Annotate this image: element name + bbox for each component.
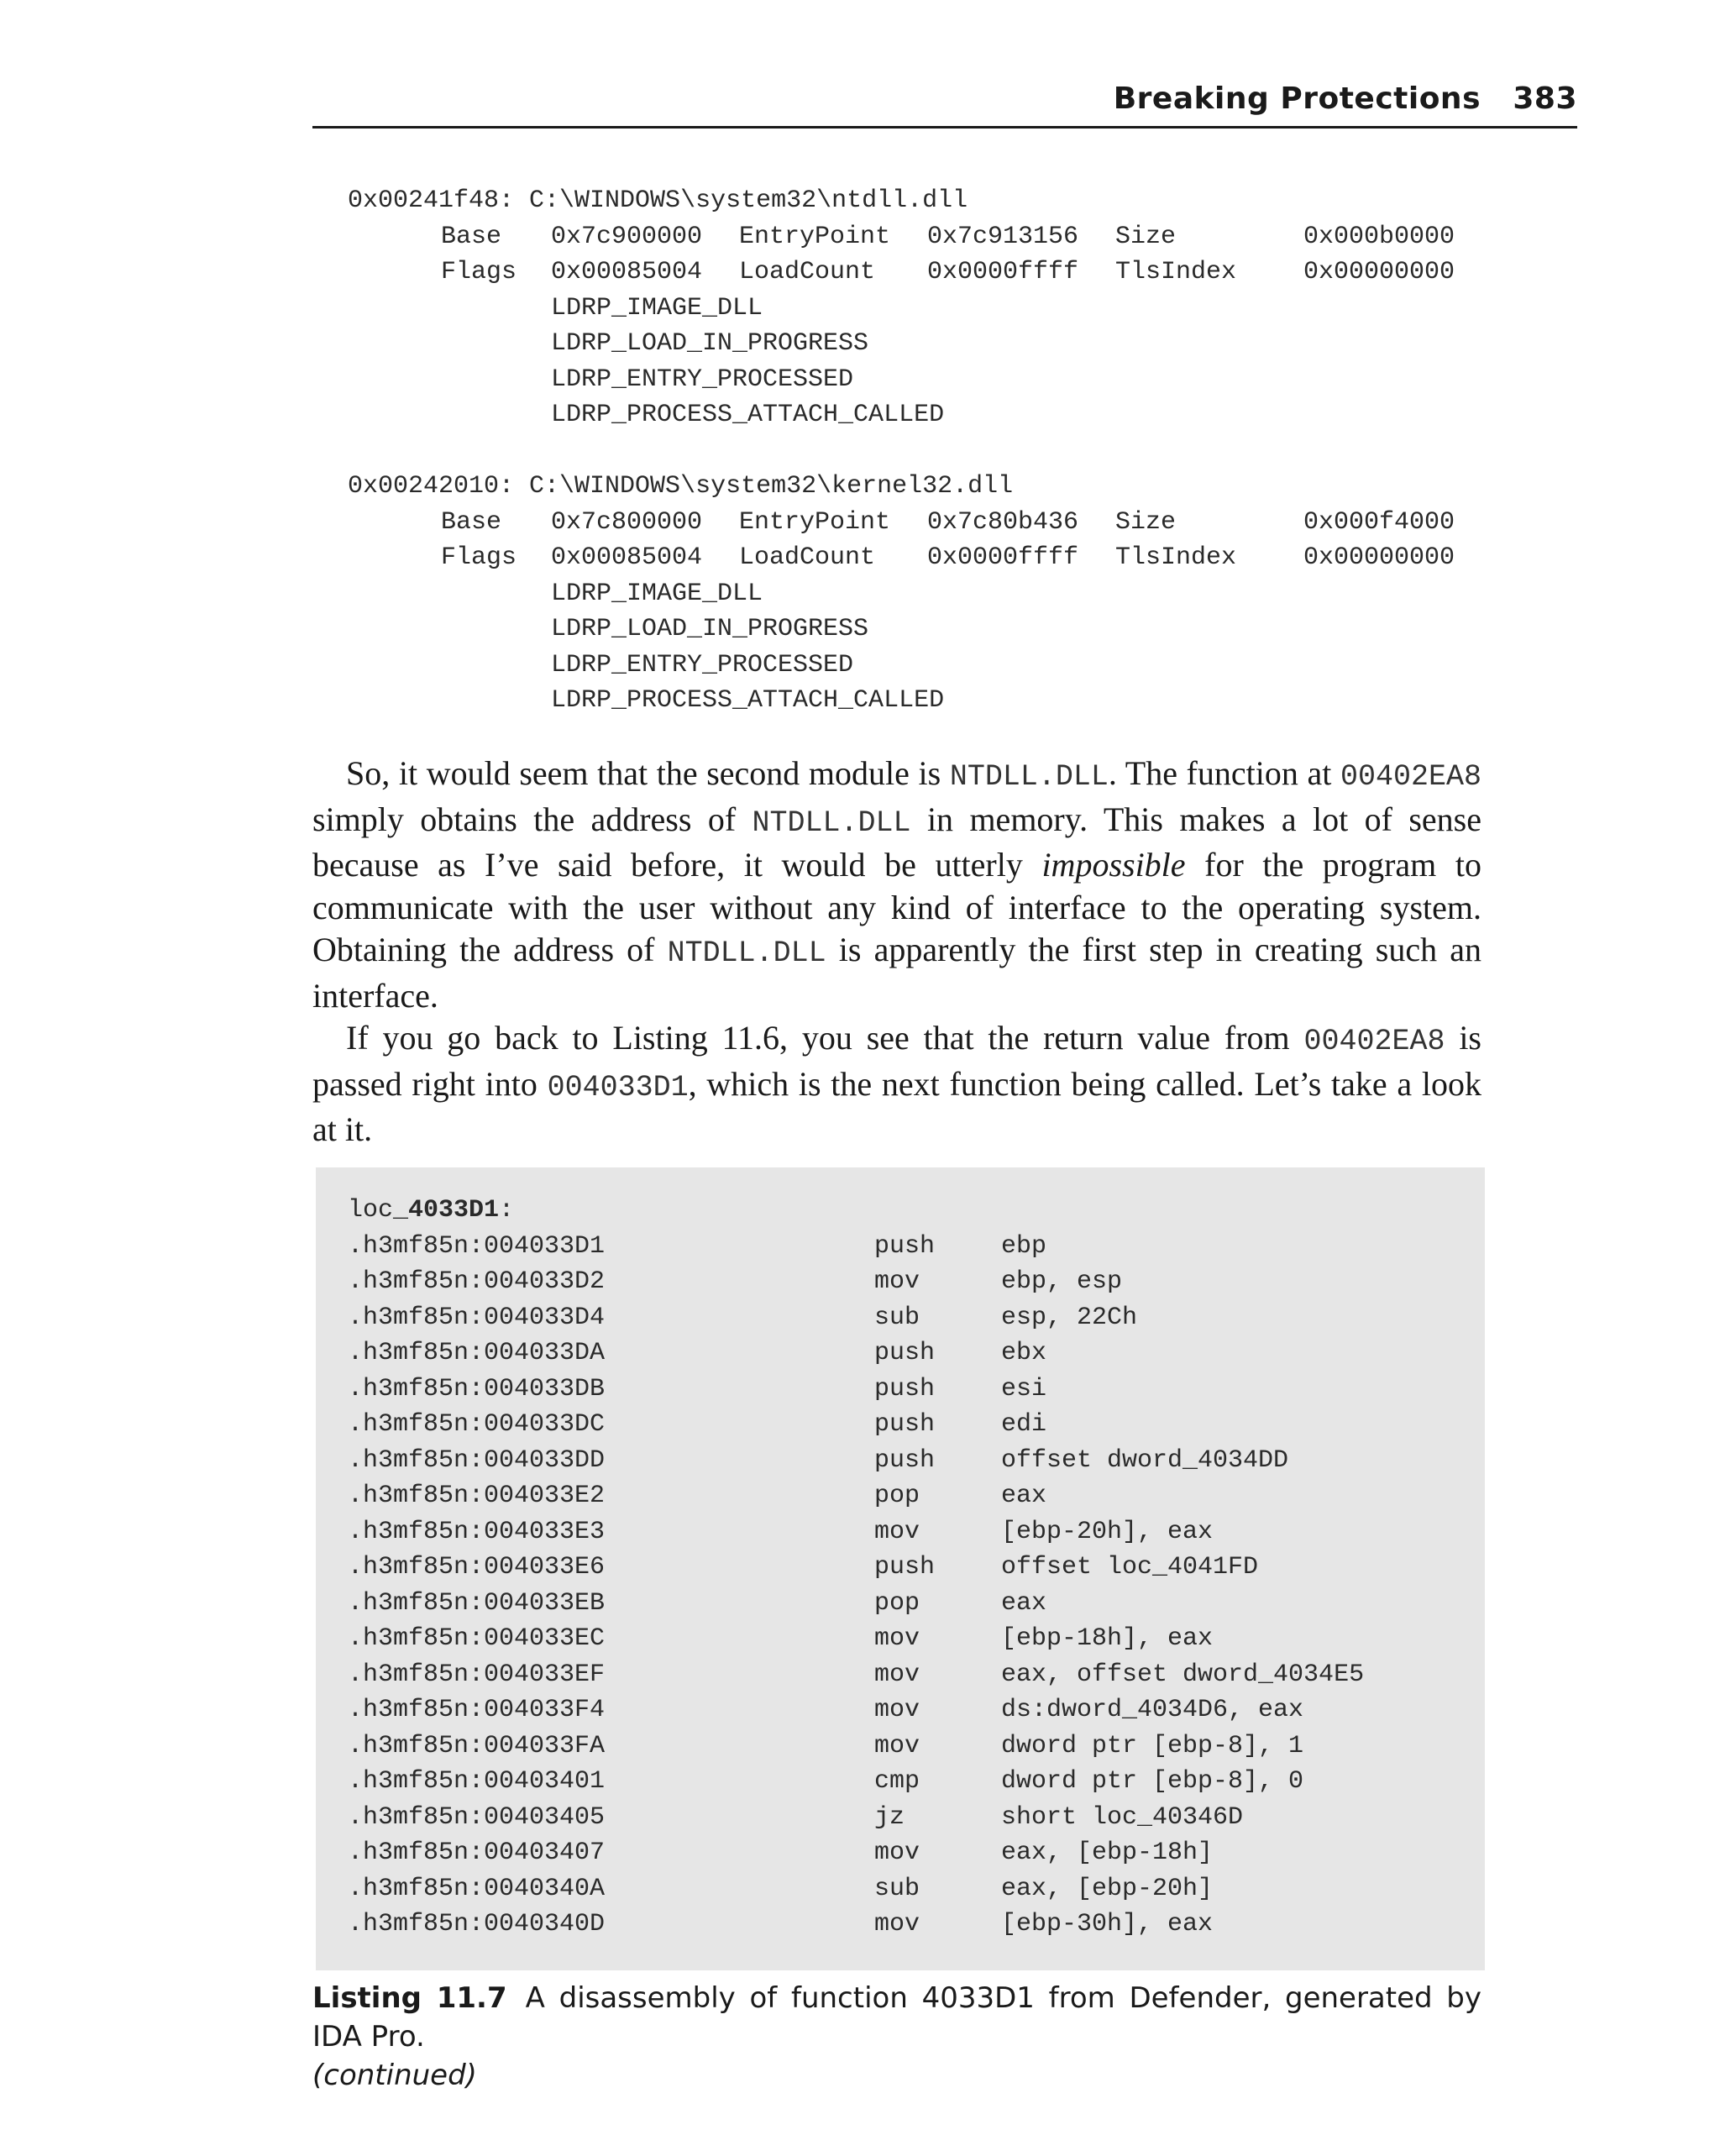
instruction-address: .h3mf85n:004033E6: [348, 1553, 606, 1582]
flags-value: 0x00085004: [551, 258, 703, 286]
instruction-mnemonic: mov: [874, 1267, 920, 1296]
instruction-operands: offset loc_4041FD: [1001, 1553, 1259, 1582]
instruction-mnemonic: mov: [874, 1696, 920, 1724]
listing-row: [348, 1657, 1456, 1693]
instruction-mnemonic: mov: [874, 1624, 920, 1653]
base-label: Base: [441, 222, 502, 251]
listing-row: [348, 1800, 1456, 1836]
inline-code: 00402EA8: [1303, 1025, 1445, 1058]
listing-row: [348, 1443, 1456, 1479]
instruction-address: .h3mf85n:004033E3: [348, 1517, 606, 1546]
entry-label: EntryPoint: [739, 507, 891, 537]
base-value: 0x7c900000: [551, 222, 703, 251]
instruction-operands: eax: [1001, 1482, 1047, 1510]
instruction-mnemonic: push: [874, 1339, 936, 1367]
instruction-operands: short loc_40346D: [1001, 1802, 1244, 1832]
listing-lines: [348, 1193, 1456, 1943]
listing-row: [348, 1264, 1456, 1300]
module-address-line: 0x00242010: C:\WINDOWS\system32\kernel32.dll: [348, 472, 1014, 501]
instruction-address: .h3mf85n:004033DB: [348, 1374, 606, 1403]
instruction-mnemonic: pop: [874, 1482, 920, 1510]
instruction-operands: eax, [ebp-18h]: [1001, 1839, 1214, 1867]
listing-row: [348, 1372, 1456, 1408]
listing-row: [348, 1335, 1456, 1372]
instruction-mnemonic: pop: [874, 1588, 920, 1618]
chapter-title: Breaking Protections: [1113, 81, 1481, 116]
body-text: [312, 753, 1481, 1151]
instruction-address: .h3mf85n:004033F4: [348, 1696, 606, 1724]
listing-row: [348, 1586, 1456, 1622]
listing-row: [348, 1621, 1456, 1657]
instruction-operands: dword ptr [ebp-8], 0: [1001, 1767, 1304, 1796]
instruction-address: .h3mf85n:004033EC: [348, 1624, 606, 1653]
instruction-address: .h3mf85n:004033EF: [348, 1660, 606, 1689]
listing-row: [348, 1514, 1456, 1550]
instruction-mnemonic: jz: [874, 1802, 905, 1832]
instruction-operands: eax, offset dword_4034E5: [1001, 1660, 1365, 1689]
instruction-operands: [ebp-20h], eax: [1001, 1517, 1214, 1546]
instruction-address: .h3mf85n:004033DD: [348, 1445, 606, 1475]
instruction-mnemonic: push: [874, 1410, 936, 1439]
instruction-mnemonic: push: [874, 1374, 936, 1403]
listing-row: [348, 1550, 1456, 1586]
loadcount-value: 0x0000ffff: [927, 543, 1079, 572]
instruction-operands: [ebp-18h], eax: [1001, 1624, 1214, 1653]
inline-code: 004033D1: [547, 1070, 689, 1104]
flag-name: LDRP_ENTRY_PROCESSED: [551, 650, 854, 679]
listing-caption: [312, 1979, 1481, 2095]
listing-row: [348, 1692, 1456, 1728]
instruction-operands: esi: [1001, 1374, 1047, 1403]
instruction-mnemonic: mov: [874, 1839, 920, 1867]
flag-name: LDRP_PROCESS_ATTACH_CALLED: [551, 401, 945, 429]
tls-label: TlsIndex: [1115, 258, 1237, 286]
emphasis: impossible: [1041, 846, 1186, 884]
loadcount-label: LoadCount: [739, 543, 876, 572]
instruction-address: .h3mf85n:004033FA: [348, 1731, 606, 1760]
instruction-mnemonic: mov: [874, 1517, 920, 1546]
base-value: 0x7c800000: [551, 507, 703, 537]
listing-row: [348, 1300, 1456, 1336]
running-head: [312, 77, 1577, 129]
instruction-address: .h3mf85n:004033D1: [348, 1231, 606, 1261]
instruction-mnemonic: push: [874, 1553, 936, 1582]
instruction-address: .h3mf85n:0040340A: [348, 1874, 606, 1903]
flag-name: LDRP_PROCESS_ATTACH_CALLED: [551, 686, 945, 715]
instruction-operands: eax, [ebp-20h]: [1001, 1874, 1214, 1903]
entry-value: 0x7c80b436: [927, 507, 1079, 537]
instruction-operands: ebp, esp: [1001, 1267, 1123, 1296]
flag-name: LDRP_IMAGE_DLL: [551, 579, 763, 608]
size-label: Size: [1115, 222, 1177, 251]
flags-label: Flags: [441, 258, 517, 286]
instruction-operands: edi: [1001, 1410, 1047, 1439]
loadcount-label: LoadCount: [739, 258, 876, 286]
instruction-address: .h3mf85n:00403401: [348, 1767, 606, 1796]
base-label: Base: [441, 507, 502, 537]
instruction-operands: ebx: [1001, 1339, 1047, 1367]
listing-row: [348, 1764, 1456, 1800]
inline-code: NTDLL.DLL: [752, 805, 911, 840]
loadcount-value: 0x0000ffff: [927, 258, 1079, 286]
module-entry-ntdll: [348, 183, 1455, 433]
instruction-mnemonic: mov: [874, 1910, 920, 1938]
listing-row: [348, 1907, 1456, 1943]
instruction-address: .h3mf85n:004033D4: [348, 1303, 606, 1332]
instruction-address: .h3mf85n:00403407: [348, 1839, 606, 1867]
instruction-address: .h3mf85n:004033D2: [348, 1267, 606, 1296]
flag-name: LDRP_LOAD_IN_PROGRESS: [551, 329, 869, 358]
instruction-operands: [ebp-30h], eax: [1001, 1910, 1214, 1938]
caption-label: Listing 11.7: [312, 1981, 507, 2015]
instruction-mnemonic: sub: [874, 1874, 920, 1903]
module-address-line: 0x00241f48: C:\WINDOWS\system32\ntdll.dll: [348, 186, 968, 215]
instruction-operands: eax: [1001, 1588, 1047, 1618]
page-number: 383: [1513, 81, 1577, 116]
flags-value: 0x00085004: [551, 543, 703, 572]
size-value: 0x000b0000: [1303, 222, 1455, 251]
caption-continued: (continued): [312, 2059, 477, 2092]
entry-label: EntryPoint: [739, 222, 891, 251]
listing-row: [348, 1835, 1456, 1871]
instruction-operands: offset dword_4034DD: [1001, 1445, 1289, 1475]
listing-row: [348, 1407, 1456, 1443]
size-label: Size: [1115, 507, 1177, 537]
instruction-address: .h3mf85n:00403405: [348, 1802, 606, 1832]
paragraph: If you go back to Listing 11.6, you see that the return value from 00402EA8 is passed right into 004033D1, which is the next function being called. Let’s take a look at it.: [312, 1019, 1482, 1148]
entry-value: 0x7c913156: [927, 222, 1079, 251]
instruction-mnemonic: mov: [874, 1660, 920, 1689]
instruction-address: .h3mf85n:004033E2: [348, 1482, 606, 1510]
inline-code: NTDLL.DLL: [949, 760, 1109, 794]
listing-row: [348, 1728, 1456, 1765]
caption-text: A disassembly of function 4033D1 from Defender, generated by IDA Pro.: [312, 1981, 1482, 2054]
listing-label-row: loc_4033D1:: [348, 1196, 515, 1225]
flag-name: LDRP_LOAD_IN_PROGRESS: [551, 615, 869, 643]
instruction-operands: esp, 22Ch: [1001, 1303, 1138, 1332]
flags-label: Flags: [441, 543, 517, 572]
instruction-address: .h3mf85n:004033EB: [348, 1588, 606, 1618]
instruction-operands: dword ptr [ebp-8], 1: [1001, 1731, 1304, 1760]
instruction-mnemonic: sub: [874, 1303, 920, 1332]
flag-name: LDRP_IMAGE_DLL: [551, 293, 763, 323]
instruction-mnemonic: mov: [874, 1731, 920, 1760]
inline-code: NTDLL.DLL: [667, 936, 826, 970]
instruction-address: .h3mf85n:004033DC: [348, 1410, 606, 1439]
paragraph: So, it would seem that the second module is NTDLL.DLL. The function at 00402EA8 simply obtains the address of NTDLL.DLL in memory. This makes a lot of sense because as I’ve said before, it would be utterly impossible for the program to communicate with the user without any kind of interface to the operating system. Obtaining the address of NTDLL.DLL is apparently the first step in creating such an interface.: [312, 754, 1481, 1015]
listing-label: 4033D1: [408, 1196, 500, 1225]
inline-code: 00402EA8: [1340, 760, 1481, 794]
code-listing: [316, 1167, 1485, 1970]
instruction-address: .h3mf85n:004033DA: [348, 1339, 606, 1367]
instruction-mnemonic: cmp: [874, 1767, 920, 1796]
instruction-address: .h3mf85n:0040340D: [348, 1910, 606, 1938]
instruction-operands: ds:dword_4034D6, eax: [1001, 1696, 1304, 1724]
tls-value: 0x00000000: [1303, 258, 1455, 286]
listing-row: [348, 1229, 1456, 1265]
flag-name: LDRP_ENTRY_PROCESSED: [551, 365, 854, 394]
instruction-mnemonic: push: [874, 1231, 936, 1261]
instruction-operands: ebp: [1001, 1231, 1047, 1261]
listing-row: [348, 1871, 1456, 1907]
tls-value: 0x00000000: [1303, 543, 1455, 572]
listing-row: [348, 1478, 1456, 1514]
module-entry-kernel32: [348, 469, 1455, 719]
size-value: 0x000f4000: [1303, 507, 1455, 537]
tls-label: TlsIndex: [1115, 543, 1237, 572]
instruction-mnemonic: push: [874, 1445, 936, 1475]
